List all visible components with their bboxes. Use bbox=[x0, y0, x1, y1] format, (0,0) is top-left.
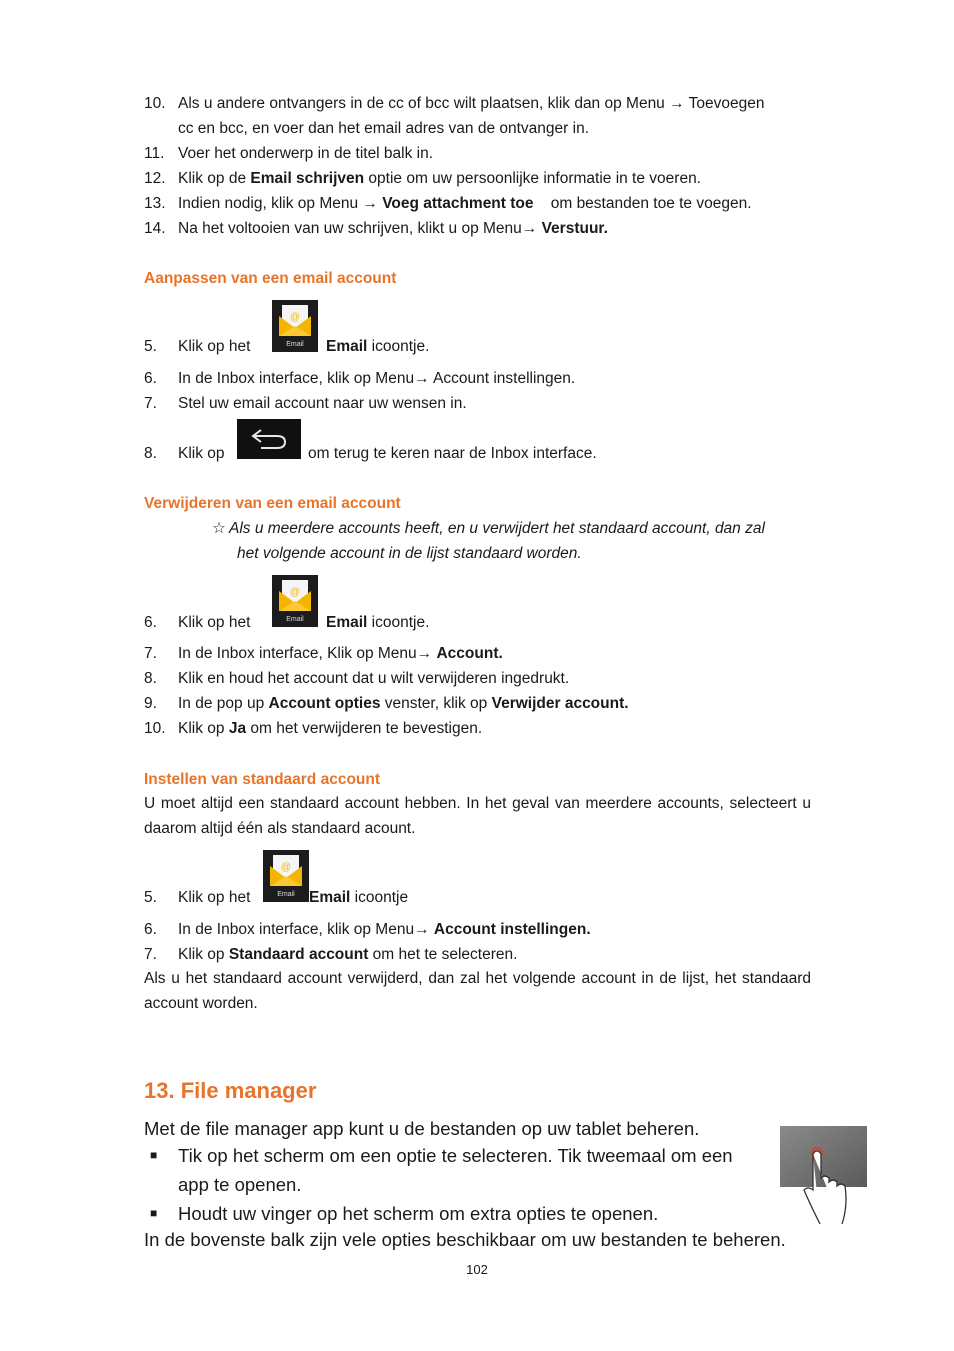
item-number: 7. bbox=[144, 946, 157, 963]
paragraph: U moet altijd een standaard account hebben. In het geval van meerdere accounts, selecteert u daarom altijd één als standaard acount. bbox=[144, 795, 811, 837]
chapter-heading: 13. File manager bbox=[144, 1078, 317, 1103]
item-text: Indien nodig, klik op Menu → Voeg attachment toe om bestanden toe te voegen. bbox=[178, 195, 752, 212]
item-text: Klik op het bbox=[178, 889, 251, 906]
item-text-suffix: Email icoontje. bbox=[326, 338, 430, 355]
item-text: Klik en houd het account dat u wilt verwijderen ingedrukt. bbox=[178, 670, 570, 687]
item-text-suffix: om terug te keren naar de Inbox interface. bbox=[308, 445, 597, 462]
section-heading: Verwijderen van een email account bbox=[144, 495, 401, 512]
item-text-continued: cc en bcc, en voer dan het email adres van de ontvanger in. bbox=[178, 120, 589, 137]
bullet-text-continued: app te openen. bbox=[178, 1174, 302, 1195]
item-text-suffix: Email icoontje. bbox=[326, 614, 430, 631]
item-text: Stel uw email account naar uw wensen in. bbox=[178, 395, 467, 412]
item-number: 9. bbox=[144, 695, 157, 712]
item-number: 10. bbox=[144, 720, 166, 737]
item-text: Klik op het bbox=[178, 338, 251, 355]
item-number: 13. bbox=[144, 195, 166, 212]
email-app-icon bbox=[272, 575, 318, 627]
item-number: 10. bbox=[144, 95, 166, 112]
item-text: Na het voltooien van uw schrijven, klikt u op Menu→ Verstuur. bbox=[178, 220, 608, 237]
note-text-continued: het volgende account in de lijst standaard worden. bbox=[237, 545, 582, 562]
item-number: 14. bbox=[144, 220, 166, 237]
item-text: In de Inbox interface, Klik op Menu→ Account. bbox=[178, 645, 503, 662]
item-number: 5. bbox=[144, 889, 157, 906]
intro-text: Met de file manager app kunt u de bestanden op uw tablet beheren. bbox=[144, 1118, 700, 1139]
item-text: In de Inbox interface, klik op Menu→ Account instellingen. bbox=[178, 921, 591, 938]
bullet-text: Houdt uw vinger op het scherm om extra opties te openen. bbox=[178, 1203, 659, 1224]
item-text: Klik op het bbox=[178, 614, 251, 631]
bullet: ■ bbox=[150, 1206, 158, 1220]
item-text: Klik op Standaard account om het te selecteren. bbox=[178, 946, 518, 963]
item-number: 6. bbox=[144, 921, 157, 938]
paragraph: Als u het standaard account verwijderd, dan zal het volgende account in de lijst, het standaard account worden. bbox=[144, 970, 811, 1012]
item-number: 7. bbox=[144, 395, 157, 412]
item-text: In de pop up Account opties venster, klik op Verwijder account. bbox=[178, 695, 629, 712]
bullet-text: Tik op het scherm om een optie te selecteren. Tik tweemaal om een bbox=[178, 1145, 733, 1166]
item-text: Als u andere ontvangers in de cc of bcc wilt plaatsen, klik dan op Menu → Toevoegen bbox=[178, 95, 765, 112]
item-number: 5. bbox=[144, 338, 157, 355]
svg-text:@: @ bbox=[280, 862, 292, 873]
item-number: 7. bbox=[144, 645, 157, 662]
item-number: 11. bbox=[144, 145, 165, 162]
bullet: ■ bbox=[150, 1148, 158, 1162]
section-heading: Aanpassen van een email account bbox=[144, 270, 397, 287]
item-number: 6. bbox=[144, 614, 157, 631]
item-text: Voer het onderwerp in de titel balk in. bbox=[178, 145, 434, 162]
star-icon: ☆ bbox=[212, 520, 226, 537]
item-number: 12. bbox=[144, 170, 166, 187]
email-app-icon bbox=[263, 850, 309, 902]
item-number: 6. bbox=[144, 370, 157, 387]
icon-label: Email bbox=[277, 891, 295, 898]
email-app-icon bbox=[272, 300, 318, 352]
page-number: 102 bbox=[466, 1262, 488, 1277]
item-text: In de Inbox interface, klik op Menu→ Account instellingen. bbox=[178, 370, 576, 387]
item-text: Klik op bbox=[178, 445, 225, 462]
outro-text: In de bovenste balk zijn vele opties beschikbaar om uw bestanden te beheren. bbox=[144, 1229, 786, 1250]
svg-text:@: @ bbox=[289, 312, 301, 323]
item-number: 8. bbox=[144, 670, 157, 687]
icon-label: Email bbox=[286, 341, 304, 348]
tap-gesture-icon bbox=[780, 1126, 867, 1226]
section-heading: Instellen van standaard account bbox=[144, 771, 381, 788]
item-text: Klik op de Email schrijven optie om uw persoonlijke informatie in te voeren. bbox=[178, 170, 701, 187]
item-number: 8. bbox=[144, 445, 157, 462]
item-text-suffix: Email icoontje bbox=[309, 889, 409, 906]
icon-label: Email bbox=[286, 616, 304, 623]
svg-text:@: @ bbox=[289, 587, 301, 598]
item-text: Klik op Ja om het verwijderen te bevestigen. bbox=[178, 720, 483, 737]
note-text: Als u meerdere accounts heeft, en u verwijdert het standaard account, dan zal bbox=[229, 520, 765, 537]
back-arrow-icon bbox=[237, 419, 301, 459]
